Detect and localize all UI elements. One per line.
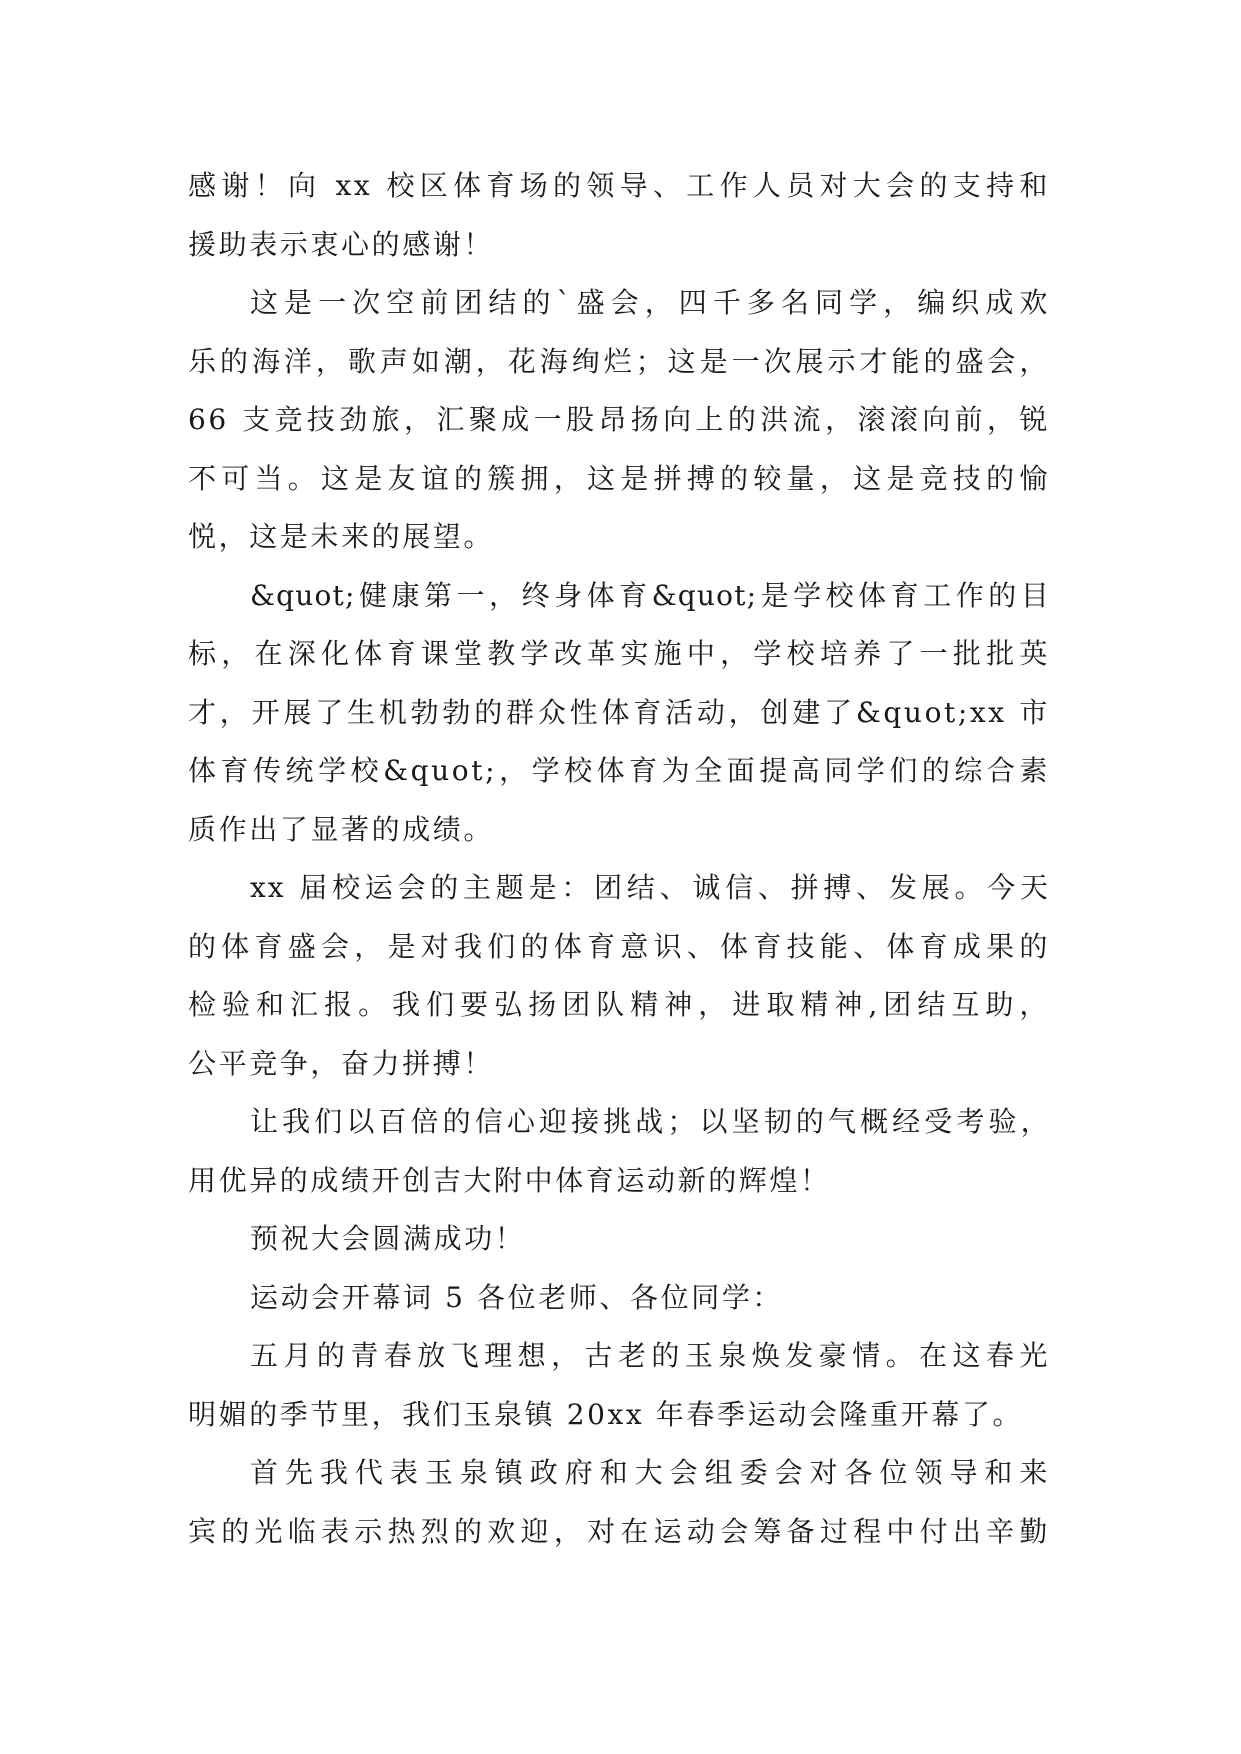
text-line: 乐的海洋，歌声如潮，花海绚烂；这是一次展示才能的盛会， bbox=[188, 344, 1050, 378]
paragraph bbox=[188, 157, 1050, 274]
text-line: 预祝大会圆满成功！ bbox=[250, 1222, 526, 1255]
paragraph bbox=[188, 1327, 1050, 1444]
text-line: 质作出了显著的成绩。 bbox=[188, 812, 495, 846]
text-line: 悦，这是未来的展望。 bbox=[188, 520, 495, 553]
text-line: 援助表示衷心的感谢！ bbox=[188, 227, 495, 261]
text-line: 五月的青春放飞理想，古老的玉泉焕发豪情。在这春光 bbox=[250, 1339, 1050, 1372]
text-line: 才，开展了生机勃勃的群众性体育活动，创建了&quot;xx 市 bbox=[188, 695, 1050, 729]
paragraph bbox=[188, 1093, 1050, 1210]
text-line: &quot;健康第一，终身体育&quot;是学校体育工作的目 bbox=[250, 578, 1050, 612]
text-line: 的体育盛会，是对我们的体育意识、体育技能、体育成果的 bbox=[188, 929, 1050, 963]
paragraph bbox=[188, 859, 1050, 1093]
text-line: 感谢！向 xx 校区体育场的领导、工作人员对大会的支持和 bbox=[188, 169, 1050, 202]
text-line: 体育传统学校&quot;，学校体育为全面提高同学们的综合素 bbox=[188, 754, 1050, 787]
text-line: 让我们以百倍的信心迎接挑战；以坚韧的气概经受考验， bbox=[250, 1105, 1050, 1138]
text-line: 这是一次空前团结的`盛会，四千多名同学，编织成欢 bbox=[250, 286, 1050, 319]
paragraph bbox=[188, 274, 1050, 567]
paragraph bbox=[188, 1210, 1050, 1269]
text-line: 公平竞争，奋力拼搏！ bbox=[188, 1046, 495, 1080]
text-line: 不可当。这是友谊的簇拥，这是拼搏的较量，这是竞技的愉 bbox=[188, 461, 1050, 495]
text-line: 运动会开幕词 5 各位老师、各位同学： bbox=[250, 1280, 784, 1314]
paragraph bbox=[188, 1444, 1050, 1561]
text-line: 明媚的季节里，我们玉泉镇 20xx 年春季运动会隆重开幕了。 bbox=[188, 1397, 1024, 1431]
paragraph bbox=[188, 1269, 1050, 1328]
text-line: 标，在深化体育课堂教学改革实施中，学校培养了一批批英 bbox=[188, 637, 1050, 670]
text-line: 首先我代表玉泉镇政府和大会组委会对各位领导和来 bbox=[250, 1456, 1050, 1489]
text-line: xx 届校运会的主题是：团结、诚信、拼搏、发展。今天 bbox=[250, 871, 1050, 904]
document-body bbox=[188, 157, 1050, 1561]
paragraph bbox=[188, 567, 1050, 860]
text-line: 用优异的成绩开创吉大附中体育运动新的辉煌！ bbox=[188, 1163, 831, 1197]
text-line: 66 支竞技劲旅，汇聚成一股昂扬向上的洪流，滚滚向前，锐 bbox=[188, 403, 1050, 436]
text-line: 检验和汇报。我们要弘扬团队精神，进取精神,团结互助， bbox=[188, 988, 1050, 1021]
text-line: 宾的光临表示热烈的欢迎，对在运动会筹备过程中付出辛勤 bbox=[188, 1514, 1050, 1548]
